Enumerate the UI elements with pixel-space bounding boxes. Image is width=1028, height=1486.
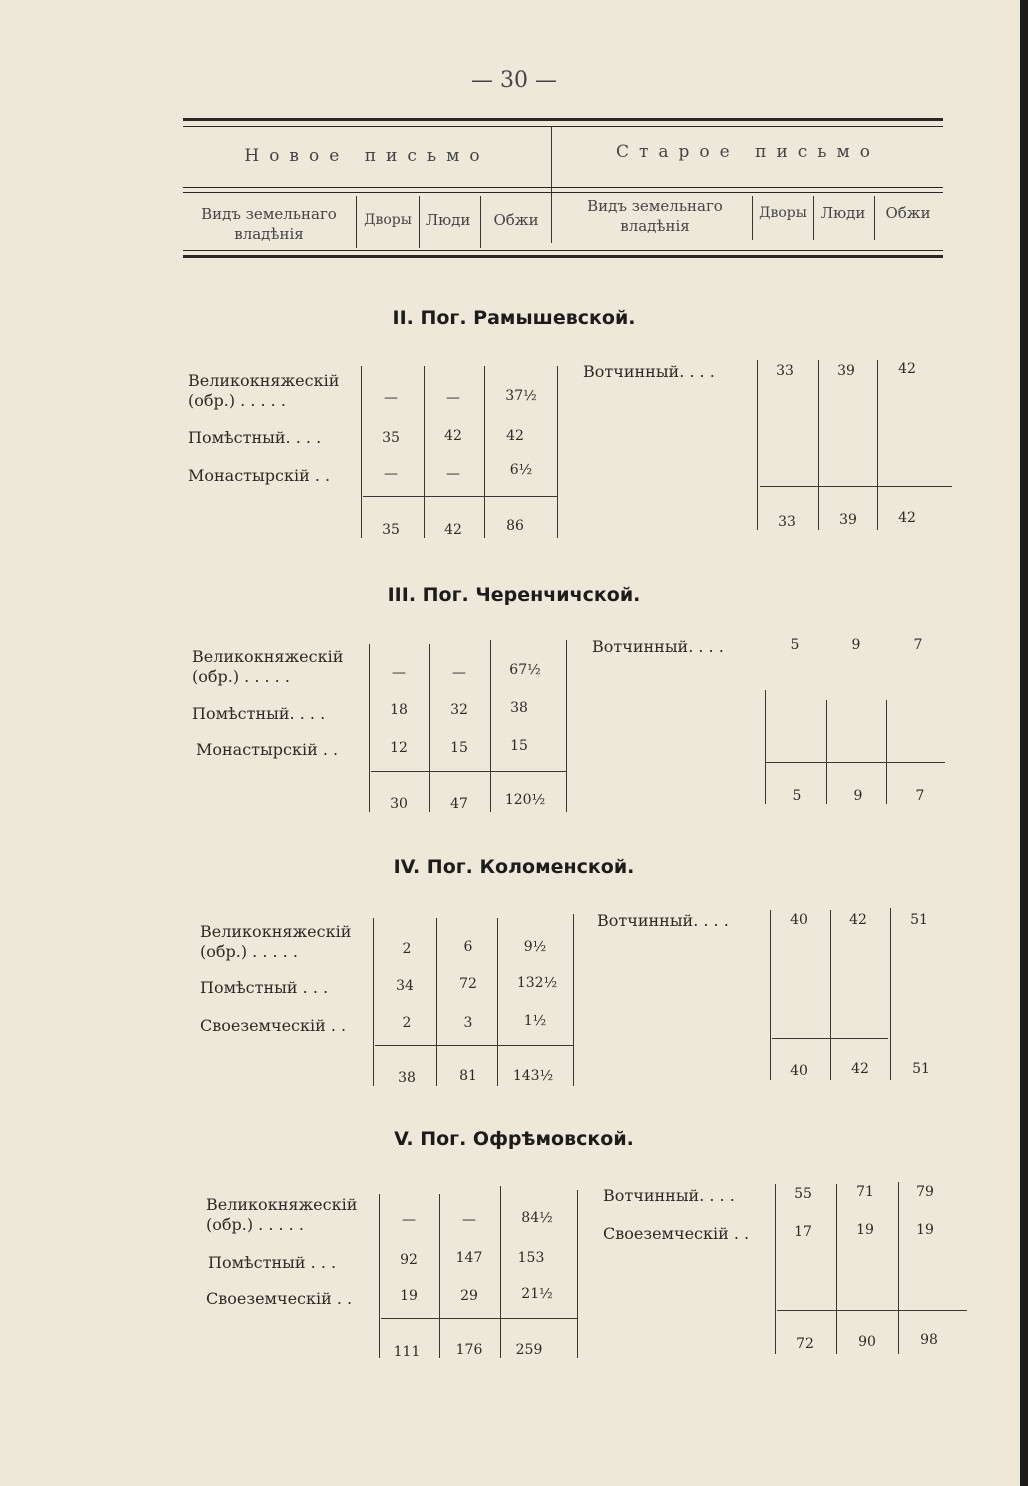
header-old-col-lyudi: Люди — [820, 204, 866, 222]
table-vline — [369, 644, 370, 812]
total-dvory: 35 — [382, 522, 400, 538]
row-category: Великокняжескій (обр.) . . . . . — [188, 371, 340, 410]
header-new-col-type: Видъ земельнаго владѣнія — [201, 205, 337, 243]
cell-obzhi: 153 — [517, 1250, 545, 1266]
header-vline — [813, 196, 814, 240]
section-title: V. Пог. Офрѣмовской. — [394, 1128, 634, 1150]
total-dvory: 72 — [796, 1336, 814, 1352]
row-category: Монастырскій . . — [196, 740, 339, 759]
table-vline — [830, 910, 831, 1080]
table-vline — [490, 640, 491, 812]
table-vline — [826, 700, 827, 804]
cell-lyudi: 32 — [450, 702, 468, 718]
total-lyudi: 90 — [858, 1334, 876, 1350]
header-new-col-dvory: Дворы — [364, 212, 412, 228]
cell-obzhi: 84½ — [521, 1210, 553, 1226]
table-vline — [577, 1190, 578, 1358]
header-vline — [480, 196, 481, 248]
cell-lyudi: 29 — [460, 1288, 478, 1304]
header-new-label: Новое письмо — [244, 146, 490, 166]
cell-obzhi: 132½ — [516, 975, 558, 991]
total-obzhi: 98 — [920, 1332, 938, 1348]
cell-lyudi: 3 — [463, 1015, 473, 1031]
cell-obzhi: 42 — [898, 361, 916, 377]
cell-dvory: 55 — [794, 1186, 812, 1202]
cell-lyudi: 39 — [837, 363, 855, 379]
cell-dvory: 19 — [400, 1288, 418, 1304]
table-vline — [886, 700, 887, 804]
total-dvory: 40 — [790, 1063, 808, 1079]
row-category: Помѣстный . . . — [208, 1253, 337, 1272]
table-vline — [424, 366, 425, 538]
total-dvory: 5 — [792, 788, 802, 804]
total-obzhi: 259 — [515, 1342, 543, 1358]
cell-obzhi: 21½ — [521, 1286, 553, 1302]
row-category: Великокняжескій (обр.) . . . . . — [192, 647, 344, 686]
total-obzhi: 7 — [915, 788, 925, 804]
cell-lyudi: — — [452, 665, 466, 681]
total-lyudi: 39 — [839, 512, 857, 528]
total-lyudi: 176 — [455, 1342, 483, 1358]
cell-dvory: 33 — [776, 363, 794, 379]
cell-lyudi: 71 — [856, 1184, 874, 1200]
cell-dvory: 17 — [794, 1224, 812, 1240]
header-old-col-type: Видъ земельнаго владѣнія — [587, 197, 723, 235]
page-number: — 30 — — [471, 68, 557, 93]
table-vline — [765, 690, 766, 804]
cell-dvory: — — [384, 390, 398, 406]
cell-obzhi: 7 — [913, 637, 923, 653]
table-vline — [439, 1194, 440, 1358]
cell-obzhi: 67½ — [509, 662, 541, 678]
total-obzhi: 86 — [506, 518, 524, 534]
cell-dvory: 35 — [382, 430, 400, 446]
total-obzhi: 42 — [898, 510, 916, 526]
header-bottom-rule — [183, 250, 943, 251]
cell-dvory: 40 — [790, 912, 808, 928]
row-category: Помѣстный . . . — [200, 978, 329, 997]
table-vline — [484, 366, 485, 538]
cell-lyudi: — — [462, 1212, 476, 1228]
table-vline — [566, 640, 567, 812]
header-vline — [419, 196, 420, 248]
section-title: IV. Пог. Коломенской. — [393, 856, 635, 878]
cell-obzhi: 15 — [510, 738, 528, 754]
cell-obzhi: 1½ — [523, 1013, 547, 1029]
table-vline — [361, 366, 362, 538]
cell-obzhi: 42 — [506, 428, 524, 444]
row-category: Своеземческій . . — [603, 1224, 750, 1243]
cell-obzhi: 37½ — [505, 388, 537, 404]
header-new-col-lyudi: Люди — [425, 211, 471, 229]
total-lyudi: 81 — [459, 1068, 477, 1084]
row-category: Помѣстный. . . . — [188, 428, 322, 447]
total-rule — [772, 1038, 888, 1039]
header-vline — [874, 196, 875, 240]
section-title: II. Пог. Рамышевской. — [392, 307, 636, 329]
table-vline — [775, 1184, 776, 1354]
table-vline — [818, 360, 819, 530]
table-vline — [877, 360, 878, 530]
total-lyudi: 42 — [851, 1061, 869, 1077]
cell-dvory: 34 — [396, 978, 414, 994]
header-old-col-obzhi: Обжи — [885, 204, 931, 222]
header-old-col-dvory: Дворы — [759, 205, 807, 221]
cell-lyudi: — — [446, 390, 460, 406]
cell-dvory: 5 — [790, 637, 800, 653]
cell-lyudi: 6 — [463, 939, 473, 955]
header-top-rule-2 — [183, 126, 943, 127]
total-rule — [765, 762, 945, 763]
header-divider — [551, 127, 552, 243]
cell-lyudi: 42 — [444, 428, 462, 444]
cell-dvory: 12 — [390, 740, 408, 756]
total-rule — [375, 1045, 573, 1046]
row-category: Вотчинный. . . . — [603, 1186, 735, 1205]
total-lyudi: 42 — [444, 522, 462, 538]
table-vline — [890, 908, 891, 1080]
table-vline — [770, 910, 771, 1080]
row-category: Великокняжескій (обр.) . . . . . — [200, 922, 352, 961]
row-category: Своеземческій . . — [206, 1289, 353, 1308]
row-category: Монастырскій . . — [188, 466, 331, 485]
table-vline — [497, 918, 498, 1086]
cell-obzhi: 6½ — [509, 462, 533, 478]
cell-obzhi: 38 — [510, 700, 528, 716]
row-category: Великокняжескій (обр.) . . . . . — [206, 1195, 358, 1234]
cell-dvory: — — [384, 466, 398, 482]
header-top-rule — [183, 118, 943, 121]
cell-obzhi: 51 — [910, 912, 928, 928]
cell-lyudi: 9 — [851, 637, 861, 653]
cell-lyudi: 15 — [450, 740, 468, 756]
row-category: Вотчинный. . . . — [583, 362, 715, 381]
table-vline — [429, 644, 430, 812]
total-dvory: 38 — [398, 1070, 416, 1086]
row-category: Своеземческій . . — [200, 1016, 347, 1035]
table-vline — [373, 918, 374, 1086]
cell-obzhi: 79 — [916, 1184, 934, 1200]
total-obzhi: 120½ — [504, 792, 546, 808]
page-edge — [1020, 0, 1028, 1486]
cell-lyudi: — — [446, 466, 460, 482]
header-old-label: Старое письмо — [615, 142, 881, 162]
row-category: Вотчинный. . . . — [597, 911, 729, 930]
header-vline — [356, 196, 357, 248]
total-lyudi: 47 — [450, 796, 468, 812]
total-obzhi: 143½ — [512, 1068, 554, 1084]
table-vline — [573, 914, 574, 1086]
row-category: Помѣстный. . . . — [192, 704, 326, 723]
cell-dvory: 92 — [400, 1252, 418, 1268]
total-rule — [363, 496, 557, 497]
cell-lyudi: 72 — [459, 976, 477, 992]
table-vline — [836, 1184, 837, 1354]
total-rule — [371, 771, 566, 772]
table-vline — [898, 1182, 899, 1354]
total-dvory: 111 — [393, 1344, 421, 1360]
header-new-col-obzhi: Обжи — [493, 211, 539, 229]
row-category: Вотчинный. . . . — [592, 637, 724, 656]
table-vline — [500, 1186, 501, 1358]
cell-obzhi: 19 — [916, 1222, 934, 1238]
cell-obzhi: 9½ — [523, 939, 547, 955]
total-dvory: 33 — [778, 514, 796, 530]
cell-lyudi: 147 — [455, 1250, 483, 1266]
cell-lyudi: 19 — [856, 1222, 874, 1238]
header-bottom-rule-2 — [183, 255, 943, 258]
table-vline — [557, 366, 558, 538]
section-title: III. Пог. Черенчичской. — [387, 584, 641, 606]
header-mid-rule — [183, 187, 943, 188]
cell-dvory: 2 — [402, 1015, 412, 1031]
header-mid-rule-2 — [183, 192, 943, 193]
table-vline — [436, 918, 437, 1086]
header-vline — [752, 196, 753, 240]
table-vline — [379, 1194, 380, 1358]
total-lyudi: 9 — [853, 788, 863, 804]
total-dvory: 30 — [390, 796, 408, 812]
cell-dvory: 2 — [402, 941, 412, 957]
total-rule — [777, 1310, 967, 1311]
total-obzhi: 51 — [912, 1061, 930, 1077]
cell-dvory: 18 — [390, 702, 408, 718]
cell-lyudi: 42 — [849, 912, 867, 928]
cell-dvory: — — [402, 1212, 416, 1228]
total-rule — [381, 1318, 577, 1319]
table-vline — [757, 360, 758, 530]
total-rule — [760, 486, 952, 487]
cell-dvory: — — [392, 665, 406, 681]
